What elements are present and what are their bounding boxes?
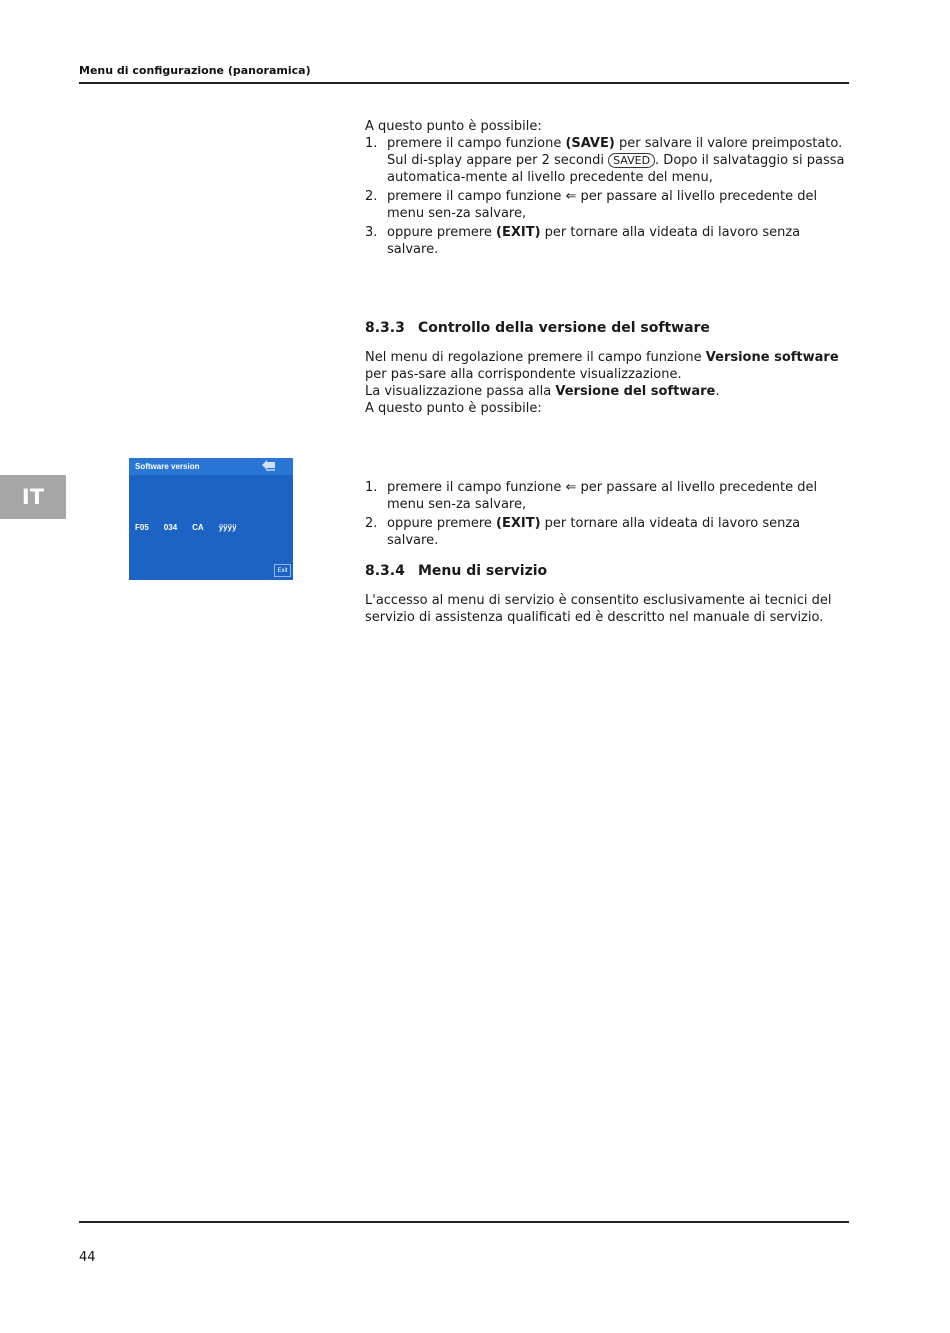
footer-divider — [79, 1221, 849, 1223]
section-833-paragraph-1: Nel menu di regolazione premere il campo funzione Versione software per pas-sare alla corrispondente visualizzazione. — [365, 350, 839, 382]
list-item: 3. oppure premere (EXIT) per tornare alla videata di lavoro senza salvare. — [365, 225, 801, 257]
saved-indicator: SAVED — [608, 153, 655, 168]
screen-titlebar — [129, 458, 293, 475]
intro-text: A questo punto è possibile: — [365, 119, 542, 134]
back-arrow-icon[interactable] — [262, 460, 276, 472]
section-heading-833: 8.3.3 Controllo della versione del software — [365, 320, 710, 336]
header-divider — [79, 82, 849, 84]
exit-button[interactable]: Exit — [274, 564, 291, 577]
intro-steps — [365, 135, 849, 258]
section-833-paragraph-3: A questo punto è possibile: — [365, 401, 542, 416]
list-item: 2. premere il campo funzione ⇐ per passare al livello precedente del menu sen-za salvare, — [365, 189, 818, 221]
section-833-steps — [365, 479, 849, 549]
version-values — [135, 523, 252, 532]
language-tab: IT — [0, 475, 66, 519]
list-item: 1. premere il campo funzione (SAVE) per salvare il valore preimpostato. Sul di-splay appare per 2 secondi SAVED . Dopo il salvataggio si passa automatica-mente al livello precedente del menu, — [365, 136, 845, 185]
section-833-paragraph-2: La visualizzazione passa alla Versione del software. — [365, 384, 720, 399]
version-value: F05 — [135, 523, 149, 532]
list-item: 2. oppure premere (EXIT) per tornare alla videata di lavoro senza salvare. — [365, 516, 801, 548]
back-arrow-icon: ⇐ — [565, 189, 577, 204]
version-value: 034 — [163, 523, 178, 532]
list-item: 1. premere il campo funzione ⇐ per passare al livello precedente del menu sen-za salvare, — [365, 480, 818, 512]
screen-title: Software version — [135, 462, 200, 471]
back-arrow-icon: ⇐ — [565, 480, 577, 495]
software-version-screen — [129, 458, 293, 580]
page-number: 44 — [79, 1250, 96, 1265]
version-value: CA — [192, 523, 204, 532]
main-content — [365, 118, 849, 626]
section-834-paragraph: L'accesso al menu di servizio è consentito esclusivamente ai tecnici del servizio di assistenza qualificati ed è descritto nel manuale di servizio. — [365, 593, 832, 625]
version-value: ÿÿÿÿ — [218, 523, 237, 532]
header-title: Menu di configurazione (panoramica) — [79, 64, 311, 77]
section-heading-834: 8.3.4 Menu di servizio — [365, 563, 548, 579]
